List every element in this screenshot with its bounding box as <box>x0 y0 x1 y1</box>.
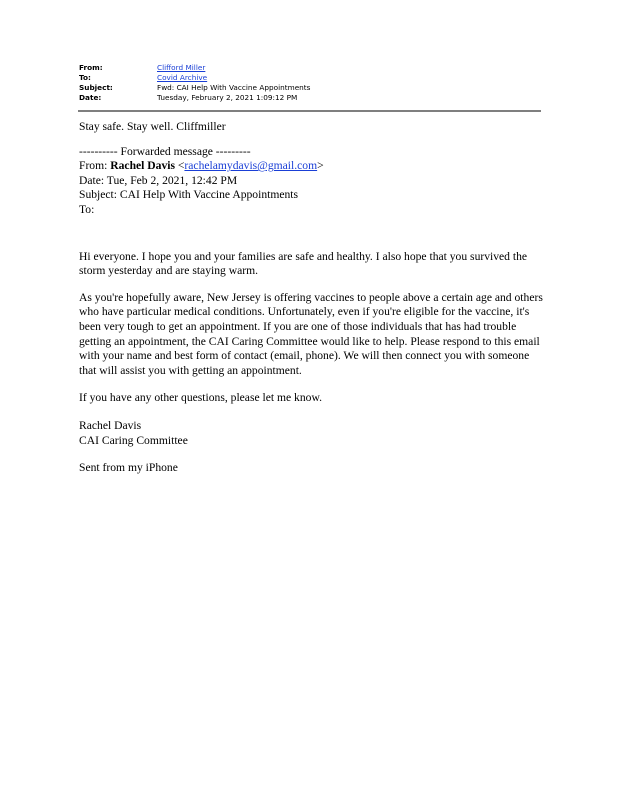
to-link[interactable]: Covid Archive <box>157 73 208 82</box>
to-label: To: <box>79 73 91 82</box>
from-label: From: <box>79 63 103 72</box>
header-to-row <box>79 73 310 83</box>
subject-label: Subject: <box>79 83 113 92</box>
signature-org: CAI Caring Committee <box>79 433 188 447</box>
forward-to-line: To: <box>79 202 95 216</box>
header-from-row <box>79 63 310 73</box>
from-link[interactable]: Clifford Miller <box>157 63 206 72</box>
header-date-row <box>79 93 310 103</box>
sent-from-line: Sent from my iPhone <box>79 461 178 475</box>
forward-subject-line: Subject: CAI Help With Vaccine Appointments <box>79 188 299 202</box>
forward-date-line: Date: Tue, Feb 2, 2021, 12:42 PM <box>79 173 238 187</box>
forward-from-line: From: Rachel Davis <rachelamydavis@gmail.com> <box>79 159 324 173</box>
header-subject-row <box>79 83 310 93</box>
date-label: Date: <box>79 93 102 102</box>
signature-name: Rachel Davis <box>79 418 142 432</box>
date-value: Tuesday, February 2, 2021 1:09:12 PM <box>157 93 298 102</box>
forward-from-label: From: <box>79 159 111 173</box>
email-header <box>79 63 310 103</box>
email-body <box>79 120 549 476</box>
forward-divider: ---------- Forwarded message --------- <box>79 144 251 158</box>
forward-from-email-link[interactable]: rachelamydavis@gmail.com <box>184 159 318 173</box>
forward-from-name: Rachel Davis <box>110 159 175 173</box>
paragraph-questions: If you have any other questions, please let me know. <box>79 391 322 405</box>
greeting-line: Stay safe. Stay well. Cliffmiller <box>79 120 226 133</box>
paragraph-vaccine-help: As you're hopefully aware, New Jersey is offering vaccines to people above a certain age and others who have particular medical conditions. Unfortunately, even if you're eligible for the vaccine, it's been very tough to get an appointment. If you are one of those individuals that has had trouble getting an appointment, the CAI Caring Committee would like to help. Please respond to this email with your name and best form of contact (email, phone). We will then connect you with someone that will assist you with getting an appointment. <box>79 290 543 377</box>
header-divider <box>78 110 541 112</box>
subject-value: Fwd: CAI Help With Vaccine Appointments <box>157 83 311 92</box>
paragraph-intro: Hi everyone. I hope you and your families are safe and healthy. I also hope that you survived the storm yesterday and are staying warm. <box>79 249 528 278</box>
